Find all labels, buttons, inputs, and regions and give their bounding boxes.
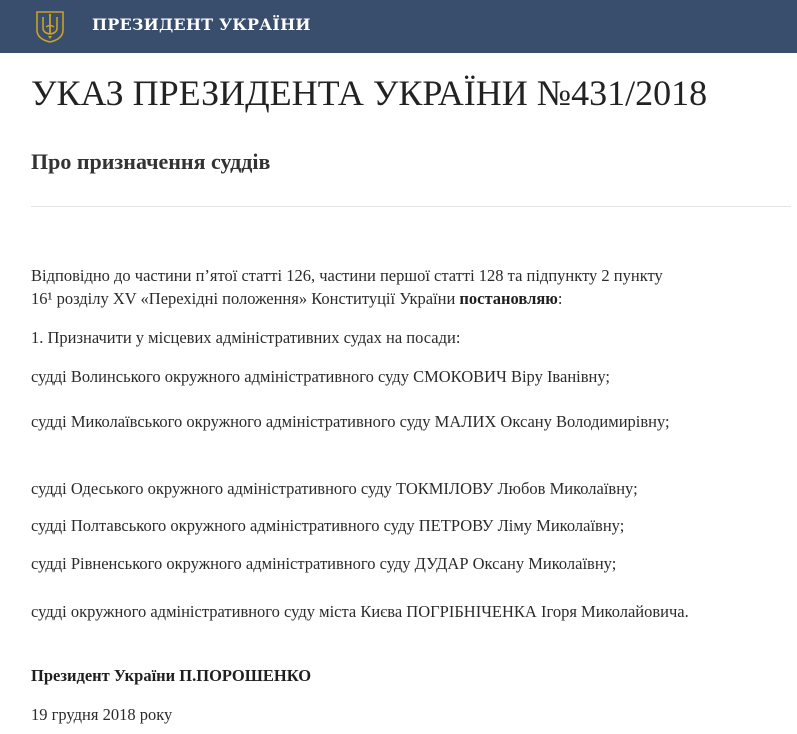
decree-item-1: 1. Призначити у місцевих адміністративних судах на посади: — [31, 328, 461, 347]
appointment-item: судді Одеського окружного адміністративного суду ТОКМІЛОВУ Любов Миколаївну; — [31, 479, 638, 498]
resolve-keyword: постановляю — [459, 289, 558, 308]
decree-subtitle: Про призначення суддів — [31, 149, 271, 174]
appointment-item: судді Миколаївського окружного адміністративного суду МАЛИХ Оксану Володимирівну; — [31, 412, 670, 431]
decree-preamble — [31, 264, 793, 310]
appointment-item: судді Рівненського окружного адміністративного суду ДУДАР Оксану Миколаївну; — [31, 554, 617, 573]
site-title-link[interactable]: ПРЕЗИДЕНТ УКРАЇНИ — [92, 15, 311, 34]
trident-coat-of-arms-icon[interactable] — [32, 8, 68, 44]
appointment-item: судді Полтавського окружного адміністративного суду ПЕТРОВУ Ліму Миколаївну; — [31, 516, 625, 535]
preamble-text: 16¹ розділу XV «Перехідні положення» Конституції України — [31, 289, 460, 308]
preamble-colon: : — [557, 289, 563, 308]
preamble-line-1: Відповідно до частини п’ятої статті 126, частини першої статті 128 та підпункту 2 пункту — [31, 266, 663, 285]
appointment-item: судді окружного адміністративного суду міста Києва ПОГРІБНІЧЕНКА Ігоря Миколайовича. — [31, 602, 689, 621]
preamble-line-2 — [31, 287, 793, 310]
decree-title: УКАЗ ПРЕЗИДЕНТА УКРАЇНИ №431/2018 — [31, 73, 708, 113]
decree-date: 19 грудня 2018 року — [31, 705, 173, 724]
site-header — [0, 0, 797, 53]
signature: Президент України П.ПОРОШЕНКО — [31, 666, 312, 685]
appointment-item: судді Волинського окружного адміністративного суду СМОКОВИЧ Віру Іванівну; — [31, 367, 610, 386]
divider — [31, 206, 791, 207]
